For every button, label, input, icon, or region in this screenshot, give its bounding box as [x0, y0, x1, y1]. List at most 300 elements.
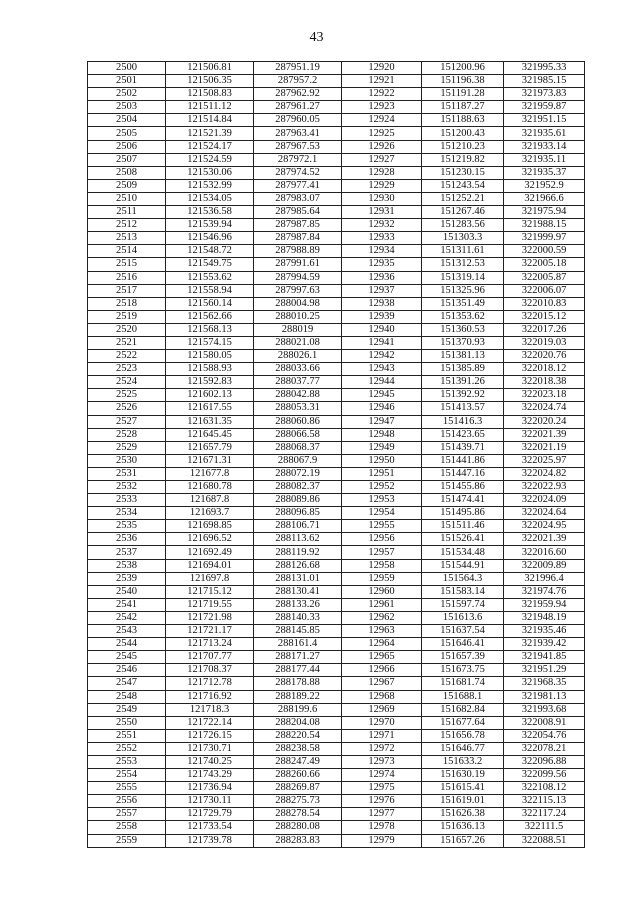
point-number-right-cell: 12948	[342, 428, 422, 441]
y-coordinate-left-cell: 287983.07	[254, 192, 342, 205]
y-coordinate-right-cell: 321951.29	[504, 664, 585, 677]
point-number-right-cell: 12944	[342, 376, 422, 389]
y-coordinate-left-cell: 288269.87	[254, 782, 342, 795]
y-coordinate-left-cell: 288106.71	[254, 520, 342, 533]
x-coordinate-left-cell: 121729.79	[166, 808, 254, 821]
point-number-right-cell: 12975	[342, 782, 422, 795]
x-coordinate-right-cell: 151191.28	[422, 88, 504, 101]
x-coordinate-right-cell: 151381.13	[422, 350, 504, 363]
point-number-right-cell: 12977	[342, 808, 422, 821]
y-coordinate-left-cell: 288042.88	[254, 389, 342, 402]
y-coordinate-right-cell: 321981.13	[504, 690, 585, 703]
table-row	[88, 716, 585, 729]
y-coordinate-left-cell: 288033.66	[254, 363, 342, 376]
point-number-left-cell: 2517	[88, 284, 166, 297]
table-row	[88, 834, 585, 847]
point-number-left-cell: 2522	[88, 350, 166, 363]
page-number: 43	[309, 30, 324, 45]
y-coordinate-left-cell: 288133.26	[254, 598, 342, 611]
x-coordinate-right-cell: 151439.71	[422, 441, 504, 454]
point-number-left-cell: 2512	[88, 219, 166, 232]
point-number-left-cell: 2541	[88, 598, 166, 611]
table-row	[88, 441, 585, 454]
point-number-left-cell: 2534	[88, 507, 166, 520]
point-number-left-cell: 2525	[88, 389, 166, 402]
table-row	[88, 75, 585, 88]
point-number-left-cell: 2504	[88, 114, 166, 127]
table-row	[88, 62, 585, 75]
table-row	[88, 677, 585, 690]
y-coordinate-right-cell: 322019.03	[504, 336, 585, 349]
x-coordinate-left-cell: 121511.12	[166, 101, 254, 114]
table-row	[88, 821, 585, 834]
point-number-left-cell: 2551	[88, 729, 166, 742]
x-coordinate-right-cell: 151303.3	[422, 232, 504, 245]
x-coordinate-left-cell: 121718.3	[166, 703, 254, 716]
x-coordinate-left-cell: 121580.05	[166, 350, 254, 363]
x-coordinate-right-cell: 151187.27	[422, 101, 504, 114]
table-row	[88, 284, 585, 297]
x-coordinate-left-cell: 121549.75	[166, 258, 254, 271]
x-coordinate-left-cell: 121687.8	[166, 494, 254, 507]
y-coordinate-left-cell: 288067.9	[254, 454, 342, 467]
y-coordinate-left-cell: 287974.52	[254, 166, 342, 179]
x-coordinate-right-cell: 151200.96	[422, 62, 504, 75]
y-coordinate-right-cell: 322008.91	[504, 716, 585, 729]
y-coordinate-right-cell: 321959.94	[504, 598, 585, 611]
x-coordinate-left-cell: 121712.78	[166, 677, 254, 690]
point-number-right-cell: 12962	[342, 611, 422, 624]
point-number-left-cell: 2510	[88, 192, 166, 205]
point-number-right-cell: 12978	[342, 821, 422, 834]
point-number-left-cell: 2546	[88, 664, 166, 677]
table-row	[88, 153, 585, 166]
table-row	[88, 546, 585, 559]
x-coordinate-right-cell: 151657.26	[422, 834, 504, 847]
y-coordinate-right-cell: 321939.42	[504, 638, 585, 651]
y-coordinate-right-cell: 322005.87	[504, 271, 585, 284]
y-coordinate-right-cell: 322022.93	[504, 481, 585, 494]
point-number-left-cell: 2513	[88, 232, 166, 245]
point-number-right-cell: 12924	[342, 114, 422, 127]
x-coordinate-right-cell: 151391.26	[422, 376, 504, 389]
y-coordinate-left-cell: 288178.88	[254, 677, 342, 690]
y-coordinate-right-cell: 322108.12	[504, 782, 585, 795]
y-coordinate-left-cell: 287987.85	[254, 219, 342, 232]
y-coordinate-left-cell: 287960.05	[254, 114, 342, 127]
point-number-right-cell: 12946	[342, 402, 422, 415]
table-row	[88, 336, 585, 349]
x-coordinate-left-cell: 121721.17	[166, 625, 254, 638]
point-number-left-cell: 2531	[88, 467, 166, 480]
x-coordinate-left-cell: 121736.94	[166, 782, 254, 795]
y-coordinate-left-cell: 287967.53	[254, 140, 342, 153]
x-coordinate-right-cell: 151619.01	[422, 795, 504, 808]
y-coordinate-left-cell: 288037.77	[254, 376, 342, 389]
y-coordinate-left-cell: 287994.59	[254, 271, 342, 284]
y-coordinate-left-cell: 288278.54	[254, 808, 342, 821]
x-coordinate-left-cell: 121560.14	[166, 297, 254, 310]
y-coordinate-right-cell: 322096.88	[504, 755, 585, 768]
table-row	[88, 127, 585, 140]
y-coordinate-right-cell: 322117.24	[504, 808, 585, 821]
x-coordinate-right-cell: 151196.38	[422, 75, 504, 88]
point-number-right-cell: 12945	[342, 389, 422, 402]
table-row	[88, 192, 585, 205]
x-coordinate-left-cell: 121739.78	[166, 834, 254, 847]
point-number-left-cell: 2547	[88, 677, 166, 690]
y-coordinate-right-cell: 322025.97	[504, 454, 585, 467]
table-row	[88, 729, 585, 742]
y-coordinate-left-cell: 288161.4	[254, 638, 342, 651]
point-number-right-cell: 12938	[342, 297, 422, 310]
table-row	[88, 638, 585, 651]
point-number-right-cell: 12979	[342, 834, 422, 847]
table-row	[88, 245, 585, 258]
point-number-right-cell: 12955	[342, 520, 422, 533]
table-row	[88, 742, 585, 755]
x-coordinate-right-cell: 151630.19	[422, 769, 504, 782]
table-row	[88, 611, 585, 624]
point-number-right-cell: 12934	[342, 245, 422, 258]
x-coordinate-right-cell: 151636.13	[422, 821, 504, 834]
x-coordinate-left-cell: 121631.35	[166, 415, 254, 428]
point-number-right-cell: 12925	[342, 127, 422, 140]
x-coordinate-right-cell: 151353.62	[422, 310, 504, 323]
x-coordinate-left-cell: 121713.24	[166, 638, 254, 651]
y-coordinate-right-cell: 322016.60	[504, 546, 585, 559]
x-coordinate-left-cell: 121536.58	[166, 206, 254, 219]
x-coordinate-left-cell: 121553.62	[166, 271, 254, 284]
point-number-left-cell: 2501	[88, 75, 166, 88]
y-coordinate-right-cell: 321935.61	[504, 127, 585, 140]
point-number-left-cell: 2549	[88, 703, 166, 716]
point-number-right-cell: 12921	[342, 75, 422, 88]
y-coordinate-left-cell: 288010.25	[254, 310, 342, 323]
point-number-right-cell: 12968	[342, 690, 422, 703]
point-number-left-cell: 2556	[88, 795, 166, 808]
x-coordinate-left-cell: 121558.94	[166, 284, 254, 297]
point-number-right-cell: 12933	[342, 232, 422, 245]
y-coordinate-left-cell: 288119.92	[254, 546, 342, 559]
table-row	[88, 258, 585, 271]
x-coordinate-left-cell: 121743.29	[166, 769, 254, 782]
table-row	[88, 585, 585, 598]
point-number-right-cell: 12966	[342, 664, 422, 677]
x-coordinate-right-cell: 151597.74	[422, 598, 504, 611]
x-coordinate-left-cell: 121532.99	[166, 179, 254, 192]
y-coordinate-right-cell: 321974.76	[504, 585, 585, 598]
y-coordinate-right-cell: 322005.18	[504, 258, 585, 271]
point-number-left-cell: 2507	[88, 153, 166, 166]
point-number-left-cell: 2509	[88, 179, 166, 192]
table-row	[88, 664, 585, 677]
y-coordinate-left-cell: 287987.84	[254, 232, 342, 245]
x-coordinate-left-cell: 121671.31	[166, 454, 254, 467]
x-coordinate-right-cell: 151413.57	[422, 402, 504, 415]
y-coordinate-right-cell: 322078.21	[504, 742, 585, 755]
y-coordinate-right-cell: 322115.13	[504, 795, 585, 808]
point-number-right-cell: 12953	[342, 494, 422, 507]
x-coordinate-right-cell: 151441.86	[422, 454, 504, 467]
point-number-left-cell: 2540	[88, 585, 166, 598]
point-number-left-cell: 2515	[88, 258, 166, 271]
x-coordinate-left-cell: 121696.52	[166, 533, 254, 546]
table-row	[88, 389, 585, 402]
point-number-right-cell: 12939	[342, 310, 422, 323]
point-number-left-cell: 2535	[88, 520, 166, 533]
y-coordinate-right-cell: 322111.5	[504, 821, 585, 834]
x-coordinate-right-cell: 151677.64	[422, 716, 504, 729]
point-number-right-cell: 12929	[342, 179, 422, 192]
x-coordinate-right-cell: 151210.23	[422, 140, 504, 153]
x-coordinate-right-cell: 151646.77	[422, 742, 504, 755]
coordinates-table	[87, 61, 585, 848]
y-coordinate-right-cell: 322000.59	[504, 245, 585, 258]
y-coordinate-left-cell: 288021.08	[254, 336, 342, 349]
point-number-left-cell: 2554	[88, 769, 166, 782]
point-number-left-cell: 2503	[88, 101, 166, 114]
point-number-right-cell: 12971	[342, 729, 422, 742]
y-coordinate-left-cell: 287951.19	[254, 62, 342, 75]
x-coordinate-right-cell: 151392.92	[422, 389, 504, 402]
point-number-left-cell: 2539	[88, 572, 166, 585]
point-number-right-cell: 12964	[342, 638, 422, 651]
point-number-right-cell: 12954	[342, 507, 422, 520]
y-coordinate-left-cell: 288072.19	[254, 467, 342, 480]
point-number-right-cell: 12940	[342, 323, 422, 336]
y-coordinate-right-cell: 321948.19	[504, 611, 585, 624]
point-number-left-cell: 2558	[88, 821, 166, 834]
x-coordinate-right-cell: 151351.49	[422, 297, 504, 310]
point-number-right-cell: 12937	[342, 284, 422, 297]
x-coordinate-right-cell: 151626.38	[422, 808, 504, 821]
point-number-left-cell: 2536	[88, 533, 166, 546]
table-row	[88, 114, 585, 127]
x-coordinate-right-cell: 151200.43	[422, 127, 504, 140]
y-coordinate-right-cell: 322023.18	[504, 389, 585, 402]
y-coordinate-right-cell: 322024.74	[504, 402, 585, 415]
point-number-right-cell: 12956	[342, 533, 422, 546]
point-number-left-cell: 2553	[88, 755, 166, 768]
x-coordinate-left-cell: 121530.06	[166, 166, 254, 179]
table-row	[88, 428, 585, 441]
y-coordinate-left-cell: 288113.62	[254, 533, 342, 546]
y-coordinate-right-cell: 322054.76	[504, 729, 585, 742]
point-number-left-cell: 2527	[88, 415, 166, 428]
point-number-right-cell: 12932	[342, 219, 422, 232]
y-coordinate-left-cell: 287988.89	[254, 245, 342, 258]
table-row	[88, 467, 585, 480]
point-number-right-cell: 12947	[342, 415, 422, 428]
x-coordinate-right-cell: 151252.21	[422, 192, 504, 205]
y-coordinate-left-cell: 288082.37	[254, 481, 342, 494]
y-coordinate-right-cell: 322017.26	[504, 323, 585, 336]
point-number-right-cell: 12963	[342, 625, 422, 638]
point-number-left-cell: 2530	[88, 454, 166, 467]
x-coordinate-left-cell: 121506.81	[166, 62, 254, 75]
x-coordinate-right-cell: 151447.16	[422, 467, 504, 480]
y-coordinate-left-cell: 288053.31	[254, 402, 342, 415]
x-coordinate-left-cell: 121562.66	[166, 310, 254, 323]
x-coordinate-left-cell: 121697.8	[166, 572, 254, 585]
x-coordinate-left-cell: 121524.59	[166, 153, 254, 166]
y-coordinate-right-cell: 321966.6	[504, 192, 585, 205]
x-coordinate-left-cell: 121645.45	[166, 428, 254, 441]
x-coordinate-left-cell: 121506.35	[166, 75, 254, 88]
point-number-left-cell: 2543	[88, 625, 166, 638]
point-number-left-cell: 2550	[88, 716, 166, 729]
point-number-right-cell: 12970	[342, 716, 422, 729]
point-number-left-cell: 2538	[88, 559, 166, 572]
x-coordinate-left-cell: 121546.96	[166, 232, 254, 245]
table-row	[88, 402, 585, 415]
x-coordinate-right-cell: 151267.46	[422, 206, 504, 219]
table-row	[88, 206, 585, 219]
y-coordinate-left-cell: 288189.22	[254, 690, 342, 703]
x-coordinate-left-cell: 121617.55	[166, 402, 254, 415]
point-number-right-cell: 12951	[342, 467, 422, 480]
y-coordinate-left-cell: 288060.86	[254, 415, 342, 428]
y-coordinate-left-cell: 287957.2	[254, 75, 342, 88]
table-row	[88, 769, 585, 782]
x-coordinate-left-cell: 121694.01	[166, 559, 254, 572]
y-coordinate-right-cell: 321959.87	[504, 101, 585, 114]
x-coordinate-left-cell: 121715.12	[166, 585, 254, 598]
y-coordinate-left-cell: 287962.92	[254, 88, 342, 101]
point-number-right-cell: 12943	[342, 363, 422, 376]
point-number-right-cell: 12941	[342, 336, 422, 349]
y-coordinate-left-cell: 288140.33	[254, 611, 342, 624]
y-coordinate-right-cell: 321935.46	[504, 625, 585, 638]
table-row	[88, 310, 585, 323]
y-coordinate-left-cell: 287991.61	[254, 258, 342, 271]
table-row	[88, 808, 585, 821]
point-number-left-cell: 2557	[88, 808, 166, 821]
point-number-right-cell: 12972	[342, 742, 422, 755]
x-coordinate-left-cell: 121680.78	[166, 481, 254, 494]
table-row	[88, 782, 585, 795]
y-coordinate-right-cell: 322024.09	[504, 494, 585, 507]
point-number-right-cell: 12927	[342, 153, 422, 166]
y-coordinate-right-cell: 322010.83	[504, 297, 585, 310]
point-number-left-cell: 2524	[88, 376, 166, 389]
point-number-left-cell: 2505	[88, 127, 166, 140]
x-coordinate-right-cell: 151544.91	[422, 559, 504, 572]
table-row	[88, 166, 585, 179]
x-coordinate-right-cell: 151385.89	[422, 363, 504, 376]
x-coordinate-left-cell: 121708.37	[166, 664, 254, 677]
y-coordinate-left-cell: 287985.64	[254, 206, 342, 219]
y-coordinate-left-cell: 287997.63	[254, 284, 342, 297]
point-number-right-cell: 12959	[342, 572, 422, 585]
x-coordinate-right-cell: 151688.1	[422, 690, 504, 703]
y-coordinate-left-cell: 288019	[254, 323, 342, 336]
x-coordinate-left-cell: 121740.25	[166, 755, 254, 768]
y-coordinate-left-cell: 288260.66	[254, 769, 342, 782]
point-number-left-cell: 2526	[88, 402, 166, 415]
y-coordinate-right-cell: 321952.9	[504, 179, 585, 192]
y-coordinate-right-cell: 321993.68	[504, 703, 585, 716]
x-coordinate-left-cell: 121719.55	[166, 598, 254, 611]
y-coordinate-right-cell: 321988.15	[504, 219, 585, 232]
x-coordinate-left-cell: 121657.79	[166, 441, 254, 454]
table-row	[88, 703, 585, 716]
x-coordinate-right-cell: 151656.78	[422, 729, 504, 742]
y-coordinate-left-cell: 288238.58	[254, 742, 342, 755]
x-coordinate-right-cell: 151416.3	[422, 415, 504, 428]
table-row	[88, 651, 585, 664]
table-row	[88, 533, 585, 546]
table-row	[88, 415, 585, 428]
x-coordinate-right-cell: 151455.86	[422, 481, 504, 494]
point-number-left-cell: 2508	[88, 166, 166, 179]
point-number-right-cell: 12935	[342, 258, 422, 271]
point-number-left-cell: 2514	[88, 245, 166, 258]
y-coordinate-right-cell: 321935.37	[504, 166, 585, 179]
table-row	[88, 598, 585, 611]
x-coordinate-left-cell: 121514.84	[166, 114, 254, 127]
y-coordinate-left-cell: 288199.6	[254, 703, 342, 716]
y-coordinate-left-cell: 288130.41	[254, 585, 342, 598]
y-coordinate-left-cell: 288068.37	[254, 441, 342, 454]
table-row	[88, 219, 585, 232]
y-coordinate-right-cell: 321975.94	[504, 206, 585, 219]
x-coordinate-left-cell: 121692.49	[166, 546, 254, 559]
y-coordinate-left-cell: 288283.83	[254, 834, 342, 847]
x-coordinate-right-cell: 151526.41	[422, 533, 504, 546]
x-coordinate-left-cell: 121592.83	[166, 376, 254, 389]
table-row	[88, 363, 585, 376]
point-number-right-cell: 12976	[342, 795, 422, 808]
point-number-right-cell: 12926	[342, 140, 422, 153]
point-number-left-cell: 2506	[88, 140, 166, 153]
table-row	[88, 572, 585, 585]
point-number-right-cell: 12957	[342, 546, 422, 559]
point-number-right-cell: 12936	[342, 271, 422, 284]
y-coordinate-right-cell: 321985.15	[504, 75, 585, 88]
y-coordinate-right-cell: 321933.14	[504, 140, 585, 153]
x-coordinate-right-cell: 151243.54	[422, 179, 504, 192]
x-coordinate-right-cell: 151188.63	[422, 114, 504, 127]
y-coordinate-right-cell: 321999.97	[504, 232, 585, 245]
y-coordinate-right-cell: 322020.76	[504, 350, 585, 363]
point-number-right-cell: 12942	[342, 350, 422, 363]
x-coordinate-left-cell: 121677.8	[166, 467, 254, 480]
point-number-right-cell: 12958	[342, 559, 422, 572]
table-row	[88, 297, 585, 310]
y-coordinate-right-cell: 321995.33	[504, 62, 585, 75]
x-coordinate-right-cell: 151370.93	[422, 336, 504, 349]
x-coordinate-right-cell: 151511.46	[422, 520, 504, 533]
x-coordinate-right-cell: 151423.65	[422, 428, 504, 441]
y-coordinate-left-cell: 287977.41	[254, 179, 342, 192]
x-coordinate-right-cell: 151219.82	[422, 153, 504, 166]
y-coordinate-right-cell: 321996.4	[504, 572, 585, 585]
x-coordinate-left-cell: 121539.94	[166, 219, 254, 232]
y-coordinate-right-cell: 322020.24	[504, 415, 585, 428]
point-number-left-cell: 2529	[88, 441, 166, 454]
y-coordinate-left-cell: 288247.49	[254, 755, 342, 768]
table-row	[88, 271, 585, 284]
point-number-right-cell: 12920	[342, 62, 422, 75]
x-coordinate-right-cell: 151283.56	[422, 219, 504, 232]
point-number-left-cell: 2528	[88, 428, 166, 441]
point-number-left-cell: 2537	[88, 546, 166, 559]
table-row	[88, 625, 585, 638]
point-number-right-cell: 12974	[342, 769, 422, 782]
point-number-right-cell: 12969	[342, 703, 422, 716]
